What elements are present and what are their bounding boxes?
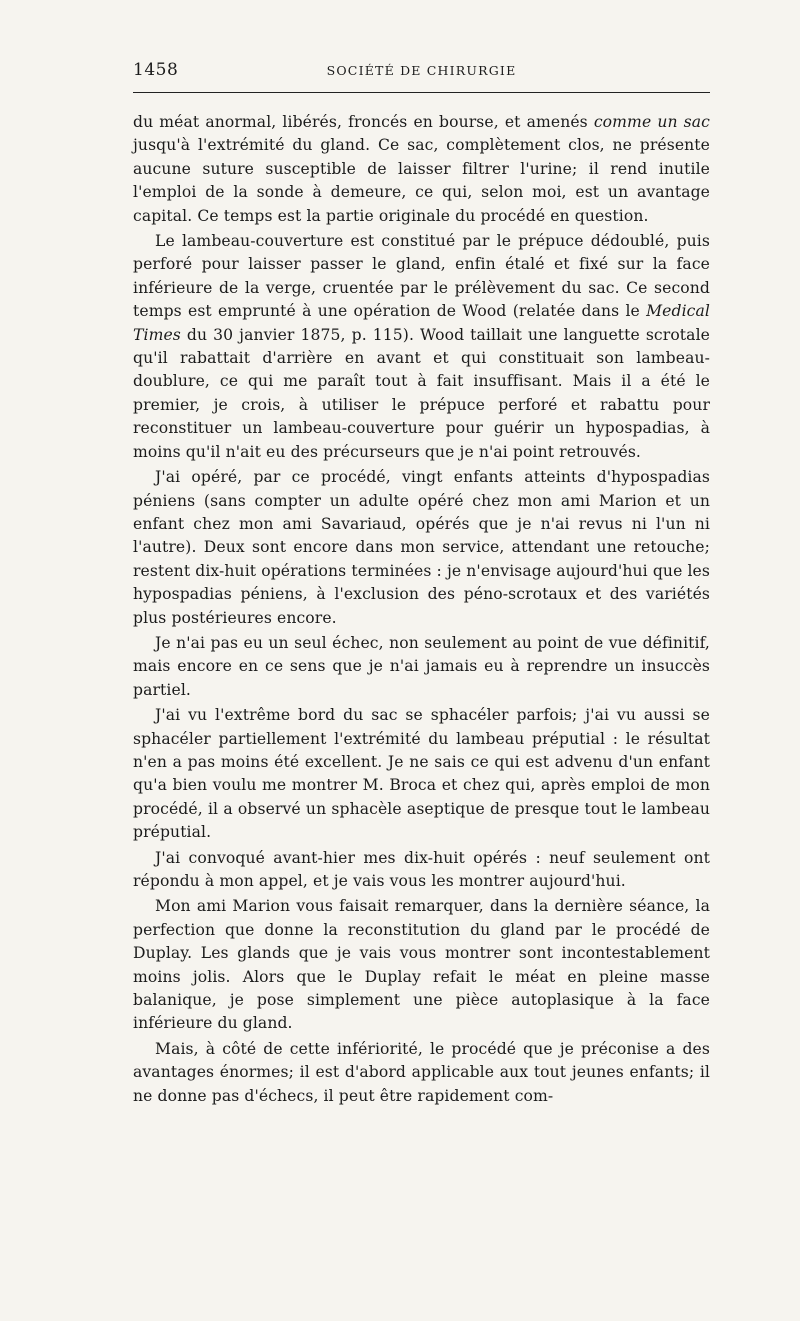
body-text [133,111,710,1108]
paragraph-3: J'ai opéré, par ce procédé, vingt enfants atteints d'hypospadias péniens (sans compter un adulte opéré chez mon ami Marion et un enfant chez mon ami Savariaud, opérés que je n'ai revus ni l'un ni l'autre). Deux sont encore dans mon service, attendant une retouche; restent dix-huit opérations terminées : je n'envisage aujourd'hui que les hypospadias péniens, à l'exclusion des péno-scrotaux et des variétés plus postérieures encore. [133,468,710,627]
document-page [133,58,710,1108]
paragraph-2: Le lambeau-couverture est constitué par le prépuce dédoublé, puis perforé pour laisser passer le gland, enfin étalé et fixé sur la face inférieure de la verge, cruentée par le prélèvement du sac. Ce second temps est emprunté à une opération de Wood (relatée dans le Medical Times du 30 janvier 1875, p. 115). Wood taillait une languette scrotale qu'il rabattait d'arrière en avant et qui constituait son lambeau-doublure, ce qui me paraît tout à fait insuffisant. Mais il a été le premier, je crois, à utiliser le prépuce perforé et rabattu pour reconstituer un lambeau-couverture pour guérir un hypospadias, à moins qu'il n'ait eu des précurseurs que je n'ai point retrouvés. [133,232,710,461]
page-header [133,58,710,92]
paragraph-7: Mon ami Marion vous faisait remarquer, dans la dernière séance, la perfection que donne la reconstitution du gland par le procédé de Duplay. Les glands que je vais vous montrer sont incontestablement moins jolis. Alors que le Duplay refait le méat en pleine masse balanique, je pose simplement une pièce autoplasique à la face inférieure du gland. [133,897,710,1033]
running-title: SOCIÉTÉ DE CHIRURGIE [326,63,517,78]
paragraph-6: J'ai convoqué avant-hier mes dix-huit opérés : neuf seulement ont répondu à mon appel, et je vais vous les montrer aujourd'hui. [133,848,710,890]
paragraph-1: du méat anormal, libérés, froncés en bourse, et amenés comme un sac jusqu'à l'extrémité du gland. Ce sac, complètement clos, ne présente aucune suture susceptible de laisser filtrer l'urine; il rend inutile l'emploi de la sonde à demeure, ce qui, selon moi, est un avantage capital. Ce temps est la partie originale du procédé en question. [133,113,711,225]
paragraph-5: J'ai vu l'extrême bord du sac se sphacéler parfois; j'ai vu aussi se sphacéler partiellement l'extrémité du lambeau préputial : le résultat n'en a pas moins été excellent. Je ne sais ce qui est advenu d'un enfant qu'a bien voulu me montrer M. Broca et chez qui, après emploi de mon procédé, il a observé un sphacèle aseptique de presque tout le lambeau préputial. [133,706,710,842]
journal-title: Medical Times [133,302,710,344]
paragraph-8: Mais, à côté de cette infériorité, le procédé que je préconise a des avantages énormes; il est d'abord applicable aux tout jeunes enfants; il ne donne pas d'échecs, il peut être rapidement com- [133,1039,710,1105]
paragraph-4: Je n'ai pas eu un seul échec, non seulement au point de vue définitif, mais encore en ce sens que je n'ai jamais eu à reprendre un insuccès partiel. [133,633,710,699]
page-number: 1458 [133,60,179,80]
italic-phrase: comme un sac [593,113,711,131]
header-rule [133,92,710,93]
